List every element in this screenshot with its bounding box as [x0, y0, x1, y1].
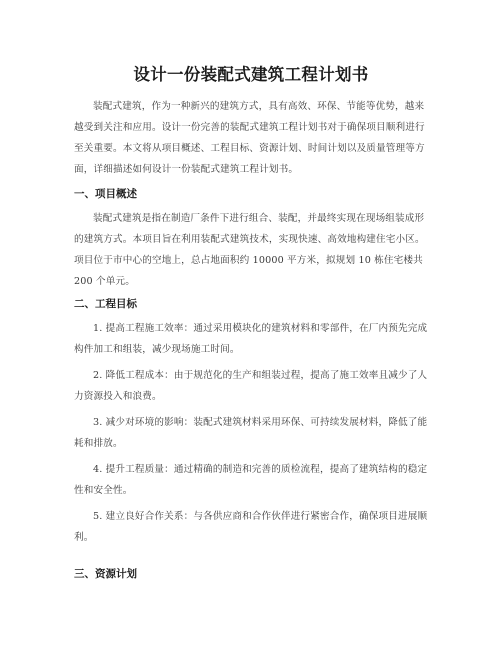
- overview-paragraph: [74, 208, 430, 292]
- goal-item-text: 5. 建立良好合作关系：与各供应商和合作伙伴进行紧密合作，确保项目进展顺: [93, 511, 428, 522]
- section-heading-overview: 一、项目概述: [74, 188, 137, 200]
- intro-line: 面，详细描述如何设计一份装配式建筑工程计划书。: [74, 164, 299, 175]
- section-heading-goals: 二、工程目标: [74, 298, 137, 310]
- goal-item-5: [74, 506, 430, 548]
- goal-item-1: [74, 318, 430, 360]
- goal-item-text: 构件加工和组装，减少现场施工时间。: [74, 344, 240, 355]
- goal-item-text: 3. 减少对环境的影响：装配式建筑材料采用环保、可持续发展材料，降低了能: [93, 417, 428, 428]
- document-title: 设计一份装配式建筑工程计划书: [133, 65, 369, 84]
- section-heading-resources: 三、资源计划: [74, 568, 137, 580]
- goal-item-text: 1. 提高工程施工效率：通过采用模块化的建筑材料和零部件，在厂内预先完成: [93, 323, 428, 334]
- goal-item-text: 利。: [74, 532, 94, 543]
- overview-line: 200 个单元。: [74, 276, 135, 287]
- goal-item-text: 耗和排放。: [74, 438, 123, 449]
- goal-item-text: 2. 降低工程成本：由于规范化的生产和组装过程，提高了施工效率且减少了人: [93, 370, 428, 381]
- intro-paragraph: [74, 96, 430, 180]
- goal-item-text: 性和安全性。: [74, 485, 133, 496]
- intro-line: 越受到关注和应用。设计一份完善的装配式建筑工程计划书对于确保项目顺利进行: [74, 122, 425, 133]
- intro-line: 装配式建筑，作为一种新兴的建筑方式，具有高效、环保、节能等优势，越来: [93, 101, 425, 112]
- intro-line: 至关重要。本文将从项目概述、工程目标、资源计划、时间计划以及质量管理等方: [74, 143, 425, 154]
- overview-line: 的建筑方式。本项目旨在利用装配式建筑技术，实现快速、高效地构建住宅小区。: [74, 234, 425, 245]
- goal-item-4: [74, 459, 430, 501]
- goal-item-3: [74, 412, 430, 454]
- goal-item-text: 4. 提升工程质量：通过精确的制造和完善的质检流程，提高了建筑结构的稳定: [93, 464, 428, 475]
- overview-line: 装配式建筑是指在制造厂条件下进行组合、装配，并最终实现在现场组装成形: [93, 213, 425, 224]
- goal-item-text: 力资源投入和浪费。: [74, 391, 162, 402]
- overview-line: 项目位于市中心的空地上，总占地面积约 10000 平方米，拟规划 10 栋住宅楼共: [74, 255, 423, 266]
- goal-item-2: [74, 365, 430, 407]
